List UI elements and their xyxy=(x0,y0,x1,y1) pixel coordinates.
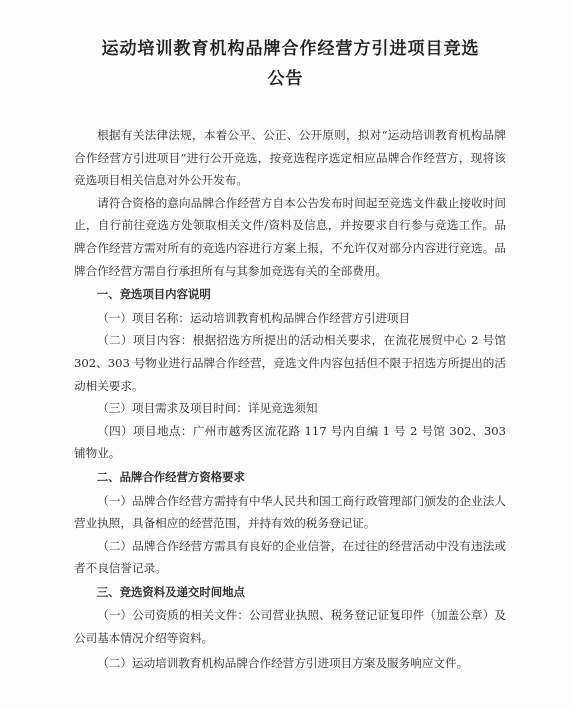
intro-paragraph: 根据有关法律法规，本着公平、公正、公开原则，拟对“运动培训教育机构品牌合作经营方引进项目”进行公开竞选，按竞选程序选定相应品牌合作经营方，现将该竞选项目相关信息对外公开发布。 xyxy=(74,128,506,188)
list-item-proposal-documents: （二）运动培训教育机构品牌合作经营方引进项目方案及服务响应文件。 xyxy=(97,655,469,670)
list-item-reputation-requirement: （二）品牌合作经营方需具有良好的企业信誉，在过往的经营活动中没有违法或者不良信誉记录。 xyxy=(74,538,506,576)
list-item-license-requirement: （一）品牌合作经营方需持有中华人民共和国工商行政管理部门颁发的企业法人营业执照，具备相应的经营范围，并持有效的税务登记证。 xyxy=(74,493,506,531)
document-body xyxy=(74,124,506,674)
list-item-project-name: （一）项目名称：运动培训教育机构品牌合作经营方引进项目 xyxy=(97,310,411,325)
document-title: 运动培训教育机构品牌合作经营方引进项目竞选 xyxy=(101,39,480,59)
list-item-company-documents: （一）公司资质的相关文件：公司营业执照、税务登记证复印件（加盖公章）及公司基本情况介绍等资料。 xyxy=(74,608,506,646)
document-title-suffix: 公告 xyxy=(267,69,304,89)
section-heading-3: 三、竞选资料及递交时间地点 xyxy=(96,584,245,599)
section-heading-2: 二、品牌合作经营方资格要求 xyxy=(96,469,245,484)
list-item-project-content: （二）项目内容：根据招选方所提出的活动相关要求，在流花展贸中心 2 号馆 302、303 号物业进行品牌合作经营，竞选文件内容包括但不限于招选方所提出的活动相关要求。 xyxy=(74,333,506,393)
list-item-project-location: （四）项目地点：广州市越秀区流花路 117 号内自编 1 号 2 号馆 302、303 铺物业。 xyxy=(74,423,506,461)
list-item-project-time: （三）项目需求及项目时间：详见竞选须知 xyxy=(97,401,318,416)
section-heading-1: 一、竞选项目内容说明 xyxy=(96,287,211,302)
invitation-paragraph: 请符合资格的意向品牌合作经营方自本公告发布时间起至竞选文件截止接收时间止，自行前往竞选方处领取相关文件/资料及信息，并按要求自行参与竞选工作。品牌合作经营方需对所有的竞选内容进行方案上报，不允许仅对部分内容进行竞选。品牌合作经营方需自行承担所有与其参加竞选有关的全部费用。 xyxy=(74,195,506,278)
